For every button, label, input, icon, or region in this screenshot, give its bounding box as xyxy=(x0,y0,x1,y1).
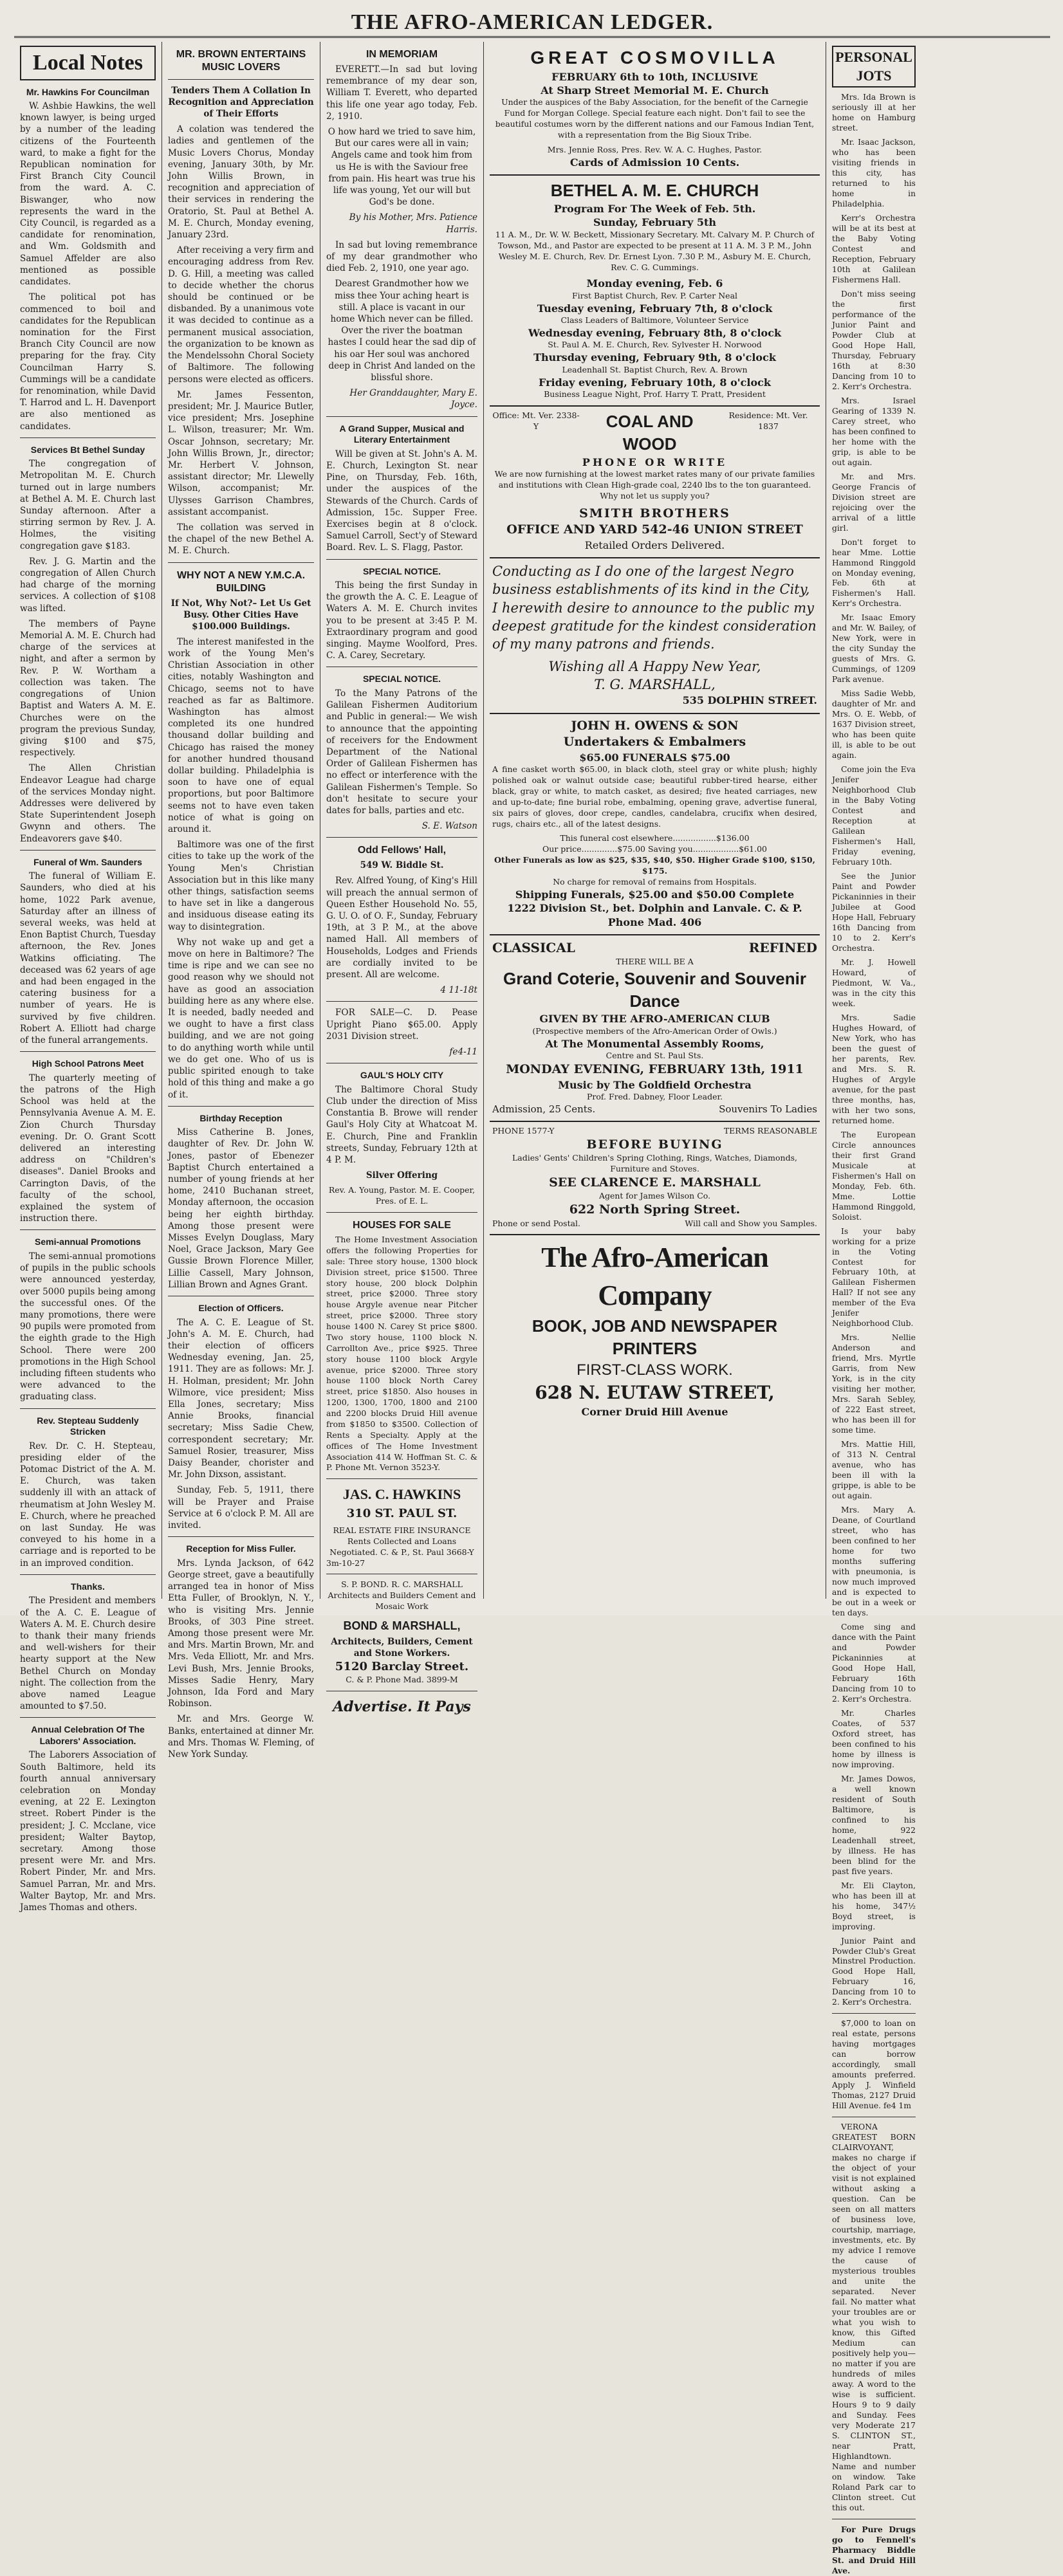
ad-body: A fine casket worth $65.00, in black cloth, steel gray or white plush; highly polished oak or walnut outside case; beautiful rubber-tired hearse, either black, gray or white, to match casket, as desired; five heated carriages, new and up-to-date; fine burial robe, embalming, opening grave, advertise funeral, six pairs of gloves, door crepe, candles, candelabra, crucifix when desired, rugs, chairs etc., all of the latest designs. xyxy=(492,764,817,829)
ad-body: REAL ESTATE FIRE INSURANCE Rents Collected and Loans Negotiated. C. & P., St. Paul 3668-Y xyxy=(329,1525,474,1557)
ad-body: Conducting as I do one of the largest Negro business establishments of its kind in the City, I herewith desire to announce to the public my deepest gratitude for the kindest consideration of my many patrons and friends. xyxy=(492,564,817,652)
column-music-lovers xyxy=(162,42,320,1760)
ad-title: BEFORE BUYING xyxy=(586,1137,723,1152)
personal-jot: Come sing and dance with the Paint and Powder Pickaninnies at Good Hope Hall, February 16th Dancing from 10 to 2. Kerr's Orchestra. xyxy=(832,1622,916,1704)
article-body: The members of Payne Memorial A. M. E. Church had charge of the services at night, and after a sermon by Rev. P. W. Wortham a collection was taken. The congregations of Union Baptist and Waters A. M. E. Churches were on the program the previous Sunday, giving $100 and $75, respectively. xyxy=(20,618,156,759)
ad-prospective: (Prospective members of the Afro-American Order of Owls.) xyxy=(532,1026,777,1036)
article-subhead: 549 W. Biddle St. xyxy=(360,860,444,871)
article-headline: Services Bt Bethel Sunday xyxy=(30,444,145,455)
personal-jot: Mr. and Mrs. George Francis of Division street are rejoicing over the arrival of a little girl. xyxy=(832,472,916,533)
article-body: The Laborers Association of South Baltimore, held its fourth annual anniversary celebration on Monday evening, at 22 E. Lexington street. Robert Pinder is the president; J. C. Mcclane, vice president; Walter Baytop, secretary. Among those present were Mr. and Mrs. Robert Pinder, Mr. and Mrs. Samuel Parran, Mr. and Mrs. Walter Baytop, Mr. and Mrs. James Thomas and others. xyxy=(20,1750,156,1913)
signature: S. E. Watson xyxy=(421,821,477,832)
article-headline: MR. BROWN ENTERTAINS MUSIC LOVERS xyxy=(176,49,306,73)
article-headline: Funeral of Wm. Saunders xyxy=(33,856,142,867)
ad-title: Grand Coterie, Souvenir and Souvenir Dance xyxy=(503,968,806,1011)
divider xyxy=(20,1051,156,1052)
divider xyxy=(326,416,477,417)
divider xyxy=(20,1717,156,1718)
program-day: Wednesday evening, February 8th, 8 o'clock xyxy=(528,327,782,340)
personal-jot: Mr. James Dowos, a well known resident of South Baltimore, is confined to his home, 922 Leadenhall street, by illness. He has been blind for the past five years. xyxy=(832,1774,916,1876)
column-advertisements xyxy=(484,42,826,1599)
ad-price: $65.00 FUNERALS $75.00 xyxy=(579,751,730,764)
article-body: Mr. James Fessenton, president; Mr. J. Maurice Butler, vice president; Mrs. Josephine L. Wilson, treasurer; Mr. Wm. Oscar Johnson, secretary; Mr. John Willis Brown, Jr., director; Mr. Herbert V. Johnson, assistant director; Mr. Llewelly Wilson, accompanist; Mr. Ulysses Garrison Chambres, assistant accompanist. xyxy=(168,389,314,517)
ad-names: S. P. BOND. R. C. MARSHALL xyxy=(341,1579,463,1590)
section-title: Local Notes xyxy=(20,46,156,80)
ad-signature: Mrs. Jennie Ross, Pres. Rev. W. A. C. Hughes, Pastor. xyxy=(547,144,763,154)
personal-jot: Mrs. Sadie Hughes Howard, of New York, who has been the guest of her parents, Rev. and Mrs. S. R. Hughes of Argyle avenue, for the past three months, has, with her two sons, returned home. xyxy=(832,1013,916,1125)
ad-label-left: CLASSICAL xyxy=(492,940,575,956)
divider xyxy=(168,562,314,563)
personal-jot: Is your baby working for a prize in the Voting Contest for February 10th, at Galilean Fishermen Hall? If not see any member of the Eva Jenifer Neighborhood Club. xyxy=(832,1226,916,1329)
signature: Rev. A. Young, Pastor. M. E. Cooper, Pres. of E. L. xyxy=(328,1185,476,1206)
personal-jot: Kerr's Orchestra will be at its best at the Baby Voting Contest and Reception, February 10th at Galilean Fishermens Hall. xyxy=(832,214,916,284)
ad-address: OFFICE AND YARD 542-46 UNION STREET xyxy=(506,522,803,537)
program-day: Sunday, February 5th xyxy=(593,216,716,229)
ad-owens-undertakers xyxy=(490,714,820,935)
ad-sub: PHONE OR WRITE xyxy=(582,455,728,468)
article-headline: High School Patrons Meet xyxy=(32,1058,144,1069)
ad-cost: This funeral cost elsewhere.................$136.00 xyxy=(560,833,750,843)
ad-header-row xyxy=(492,939,817,957)
article-headline: Birthday Reception xyxy=(199,1112,282,1123)
ad-sub: Program For The Week of Feb. 5th. xyxy=(553,203,756,216)
ad-code: fe4-11 xyxy=(449,1047,477,1058)
ad-body: Ladies' Gents' Children's Spring Clothing, Rings, Watches, Diamonds, Furniture and Stoves. xyxy=(512,1153,797,1174)
ad-header-row xyxy=(492,1126,817,1137)
article-headline: SPECIAL NOTICE. xyxy=(362,674,441,685)
article-headline: WHY NOT A NEW Y.M.C.A. BUILDING xyxy=(176,569,306,594)
ad-phone: C. & P. Phone Mad. 3899-M xyxy=(346,1675,458,1685)
ad-terms: TERMS REASONABLE xyxy=(723,1125,817,1136)
article-headline: Odd Fellows' Hall, xyxy=(357,845,447,856)
article-body: Rev. Alfred Young, of King's Hill will preach the annual sermon of Queen Esther Household No. 55, G. U. O. of O. F., Sunday, February 19th, at 3 P. M., at the above named Hall. All members of Households, Lodges and Friends are cordially invited to be present. All are welcome. xyxy=(326,876,477,980)
personal-jot: Junior Paint and Powder Club's Great Minstrel Production. Good Hope Hall, February 16, Dancing from 10 to 2. Kerr's Orchestra. xyxy=(832,1936,916,2007)
article-headline: Thanks. xyxy=(71,1581,105,1592)
divider xyxy=(20,1408,156,1409)
ad-wish: Wishing all A Happy New Year, xyxy=(548,658,761,674)
ad-shipping: Shipping Funerals, $25.00 and $50.00 Complete xyxy=(515,888,795,901)
divider xyxy=(326,559,477,560)
ad-music: Music by The Goldfield Orchestra xyxy=(558,1078,752,1091)
ad-corner: Corner Druid Hill Avenue xyxy=(581,1405,728,1418)
personal-jot: Mr. Charles Coates, of 537 Oxford street, has been confined to his home by illness is now improving. xyxy=(832,1708,916,1769)
ad-see: SEE CLARENCE E. MARSHALL xyxy=(549,1175,761,1190)
ad-dates: FEBRUARY 6th to 10th, INCLUSIVE xyxy=(551,70,758,83)
article-body: A colation was tendered the ladies and gentlemen of the Music Lovers Chorus, Monday evening, January 30th, by Mr. John Willis Brown, in recognition and appreciation of their services in rendering the Oratorio, St. Paul at Bethel A. M. E. Church, Monday evening, January 23rd. xyxy=(168,124,314,241)
article-headline: A Grand Supper, Musical and Literary Entertainment xyxy=(339,423,465,445)
program-day: Tuesday evening, February 7th, 8 o'clock xyxy=(537,302,773,315)
program-day: Monday evening, Feb. 6 xyxy=(586,277,723,290)
memorial-verse: O how hard we tried to save him, But our cares were all in vain; Angels came and took him from us He is with the Saviour free from pain. His heart was true his life was young, Yet our will but God's be done. xyxy=(328,127,476,208)
personal-jot: The European Circle announces their first Grand Musicale at Fishermen's Hall on Monday, Feb. 6th. Mme. Lottie Hammond Ringgold, Soloist. xyxy=(832,1130,916,1222)
ad-code: 3m-10-27 xyxy=(326,1558,365,1568)
classified-ad: For Pure Drugs go to Fennell's Pharmacy Biddle St. and Druid Hill Ave. xyxy=(832,2524,916,2575)
article-body: Mr. and Mrs. George W. Banks, entertained at dinner Mr. and Mrs. Thomas W. Fleming, of New York Sunday. xyxy=(168,1714,314,1760)
personal-jot: Come join the Eva Jenifer Neighborhood Club in the Baby Voting Contest and Reception at Galilean Fishermen's Hall, Friday evening, February 10th. xyxy=(832,765,916,867)
ad-street: Centre and St. Paul Sts. xyxy=(605,1051,704,1061)
ad-sub: BOOK, JOB AND NEWSPAPER PRINTERS xyxy=(532,1316,778,1359)
personal-jot: Mrs. Israel Gearing of 1339 N. Carey street, who has been confined to her home with the grip, is able to be out again. xyxy=(832,396,916,467)
article-headline: SPECIAL NOTICE. xyxy=(362,566,441,576)
personal-jot: Mr. Eli Clayton, who has been ill at his home, 347½ Boyd street, is improving. xyxy=(832,1881,916,1931)
personal-jot: Mr. J. Howell Howard, of Piedmont, W. Va., was in the city this week. xyxy=(832,957,916,1008)
divider xyxy=(326,1001,477,1002)
article-headline: Election of Officers. xyxy=(198,1303,284,1314)
classified-ad: VERONA GREATEST BORN CLAIRVOYANT, makes no charge if the object of your visit is not explained without asking a question. Can be seen on all matters of business love, courtship, marriage, investments, etc. By my advice I remove the cause of mysterious troubles and unite the separated. Never fail. No matter what your troubles are or what you wish to know, this Gifted Medium can positively help you—no matter if you are hundreds of miles away. A word to the wise is sufficient. Hours 9 to 9 daily and Sunday. Fees very Moderate 217 S. CLINTON ST., near Pratt, Highlandtown. Name and number on window. Take Roland Park car to Clinton street. Cut this out. xyxy=(832,2122,916,2512)
personal-jot: Don't miss seeing the first performance of the Junior Paint and Powder Club at Good Hope Hall, Thursday, February 16th at 8:30 Dancing from 10 to 2. Kerr's Orchestra. xyxy=(832,289,916,391)
program-detail: 11 A. M., Dr. W. W. Beckett, Missionary Secretary. Mt. Calvary M. P. Church of Towson, Md., and Pastor are expected to be present at 11 A. M. 3 P. M., John Wesley M. E. Church, Rev. Dr. Ernest Lyon. 7.30 P. M., Asbury M. E. Church, Rev. C. G. Cummings. xyxy=(495,229,815,272)
program-detail: St. Paul A. M. E. Church, Rev. Sylvester H. Norwood xyxy=(548,340,762,350)
article-body: The President and members of the A. C. E. League of Waters A. M. E. Church desire to thank their many friends and well-wishers for their hearty support at the New Bethel Church on Monday night. The collection from the above named League amounted to $7.50. xyxy=(20,1596,156,1712)
office-phone: Office: Mt. Ver. 2338-Y xyxy=(492,410,580,431)
ad-cards: Cards of Admission 10 Cents. xyxy=(569,156,740,169)
article-body: This being the first Sunday in the growth the A. C. E. League of Waters A. M. E. Church invites you to be present at 3:45 P. M. Extraordinary program and good singing. Mayme Woolford, Pres. C. A. Carey, Secretary. xyxy=(326,580,477,661)
article-body: The A. C. E. League of St. John's A. M. E. Church, had their election of officers Wednesday evening, Jan. 25, 1911. They are as follows: Mr. J. H. Holman, president; Mr. John Wilmore, vice president; Miss Ella Jones, secretary; Miss Annie Brooks, financial secretary; Miss Sadie Chew, correspondent secretary; Mr. Samuel Rosier, treasurer, Miss Daisy Beander, chorister and Mr. John Dixson, assistant. xyxy=(168,1317,314,1480)
article-body: EVERETT.—In sad but loving remembrance of my dear son, William T. Everett, who departed this life one year ago today, Feb. 2, 1910. xyxy=(326,64,477,122)
program-detail: Leadenhall St. Baptist Church, Rev. A. Brown xyxy=(562,364,748,374)
personal-jot: Miss Sadie Webb, daughter of Mr. and Mrs. O. E. Webb, of 1637 Division street, who has been quite ill, is able to be out again. xyxy=(832,689,916,760)
article-body: Why not wake up and get a move on here in Baltimore? The time is ripe and we can see no good reason why we should not have as good an association building here as any where else. It is needed, badly needed and we ought to have a first class building, and we are not going to do anything worth while until we do get one. Who of us is public spirited enough to take hold of this thing and make a go of it. xyxy=(168,937,314,1100)
article-subhead: If Not, Why Not?– Let Us Get Busy. Other Cities Have $100.000 Buildings. xyxy=(171,598,311,632)
personal-jot: Mrs. Nellie Anderson and friend, Mrs. Myrtle Garris, from New York, is in the city visiting her mother, Mrs. Sarah Sebley, of 222 East street, who has been ill for some time. xyxy=(832,1333,916,1435)
article-body: Baltimore was one of the first cities to take up the work of the Young Men's Christian Association but in this like many other things, satisfaction seems to have set in like a dangerous and insiduous disease eating its way to disintegration. xyxy=(168,840,314,932)
column-local-notes xyxy=(14,42,162,1913)
article-body: Rev. J. G. Martin and the congregation of Allen Church had charge of the morning services. A collection of $108 was lifted. xyxy=(20,556,156,614)
ad-address: 1222 Division St., bet. Dolphin and Lanvale. C. & P. Phone Mad. 406 xyxy=(507,902,802,928)
article-body: To the Many Patrons of the Galilean Fishermen Auditorium and Public in general:— We wish to announce that the appointing of receivers for the Endowment Department of the National Order of Galilean Fishermen has no effect or interference with the Galilean Fishermen's Temple. So don't hesitate to secure your dates for balls, parties and etc. xyxy=(326,688,477,816)
article-body: Rev. Dr. C. H. Stepteau, presiding elder of the Potomac District of the A. M. E. Church, was taken suddenly ill with an attack of rheumatism at John Wesley M. E. Church, where he preached on last Sunday. He was conveyed to his home in a carriage and is reported to be in an improved condition. xyxy=(20,1440,156,1569)
ad-other: Other Funerals as low as $25, $35, $40, $50. Higher Grade $100, $150, $175. xyxy=(494,855,815,876)
article-headline: Reception for Miss Fuller. xyxy=(186,1543,296,1554)
personal-jot: See the Junior Paint and Powder Pickaninnies in their Jubilee at Good Hope Hall, February 16th Dancing from 10 to 2. Kerr's Orchestra. xyxy=(832,872,916,953)
personal-jot: Mr. Isaac Jackson, who has been visiting friends in this city, has returned to his home in Philadelphia. xyxy=(832,138,916,209)
article-subhead: Tenders Them A Collation In Recognition and Appreciation of Their Efforts xyxy=(168,86,314,120)
article-headline: IN MEMORIAM xyxy=(365,49,438,60)
ad-ours: Our price..............$75.00 Saving you..................$61.00 xyxy=(542,844,767,854)
program-day: Friday evening, February 10th, 8 o'clock xyxy=(539,376,771,389)
ad-phone: PHONE 1577-Y xyxy=(492,1125,555,1136)
ad-body: Under the auspices of the Baby Association, for the benefit of the Carnegie Fund for Morgan College. Special feature each night. Don't fail to see the beautiful costumes worn by the different nations and our Famous Indian Tent, with a representation from the Big Sioux Tribe. xyxy=(495,97,815,140)
program-detail: Class Leaders of Baltimore, Volunteer Service xyxy=(560,315,749,326)
ad-title: JOHN H. OWENS & SON xyxy=(571,718,739,733)
divider xyxy=(20,850,156,851)
ad-given: GIVEN BY THE AFRO-AMERICAN CLUB xyxy=(539,1013,770,1026)
article-body: Sunday, Feb. 5, 1911, there will be Prayer and Praise Service at 6 o'clock P. M. All are invited. xyxy=(168,1485,314,1531)
ad-marshall-greeting xyxy=(490,558,820,714)
ad-sub: Undertakers & Embalmers xyxy=(563,735,746,750)
classified-ad: FOR SALE—C. D. Pease Upright Piano $65.00. Apply 2031 Division street. xyxy=(326,1007,477,1042)
article-body: The Home Investment Association offers the following Properties for sale: Three story house, 1300 block Division street, price $1500. Three story house, 200 block Dolphin street, price $2000. Three story house Argyle avenue near Pitcher street, price $2000. Three story house 1400 N. Carey St price $800. Two story house, 1100 block N. Carrollton Ave., price $925. Three story house 1100 block Argyle avenue, price $2000. Three story house 1100 block North Carey street, price $1850. Also houses in 1200, 1300, 1700, 1800 and 2100 and 2200 blocks Druid Hill avenue from $1850 to $3500. Collection of Rents a Specialty. Apply at the offices of The Home Investment Association 414 W. Hoffman St. C. & P. Phone Mt. Vernon 3523-Y. xyxy=(326,1235,477,1473)
divider xyxy=(168,79,314,80)
ad-footer-row xyxy=(492,1103,817,1116)
ad-address: 622 North Spring Street. xyxy=(569,1202,741,1217)
ad-header-row xyxy=(492,410,817,455)
masthead: THE AFRO-AMERICAN LEDGER. xyxy=(14,9,1050,38)
ad-there: THERE WILL BE A xyxy=(616,956,694,966)
article-body: In sad but loving remembrance of my dear grandmother who died Feb. 2, 1910, one year ago. xyxy=(326,239,477,274)
ad-footer-row xyxy=(492,1219,817,1229)
ad-title: JAS. C. HAWKINS xyxy=(342,1486,461,1503)
article-body: The quarterly meeting of the patrons of the High School was held at the Pennsylvania Avenue A. M. E. Zion Church Thursday evening. Dr. O. Grant Scott delivered an interesting address on "Children's diseases". Daniel Brooks and Carrington Davis, of the faculty of the school, explained the system of instruction there. xyxy=(20,1072,156,1224)
ad-label-right: REFINED xyxy=(748,940,817,956)
ad-title: BETHEL A. M. E. CHURCH xyxy=(550,181,759,201)
article-body: The semi-annual promotions of pupils in the public schools were announced yesterday, over 5000 pupils being among the successful ones. Of the many promotions, there were 90 pupils were promoted from the eighth grade to the High School. There were 200 promotions in the High School including fifteen students who were advanced to the graduating class. xyxy=(20,1251,156,1403)
divider xyxy=(326,1212,477,1213)
ad-footer-right: Will call and Show you Samples. xyxy=(685,1218,817,1228)
ad-company: SMITH BROTHERS xyxy=(579,506,730,520)
ad-address: 5120 Barclay Street. xyxy=(335,1659,469,1673)
ad-grand-coterie xyxy=(490,935,820,1122)
ad-address: 535 DOLPHIN STREET. xyxy=(682,694,817,707)
ad-address: 310 ST. PAUL ST. xyxy=(346,1506,458,1520)
divider xyxy=(20,1574,156,1575)
ad-title: The Afro-American Company xyxy=(541,1242,768,1312)
article-body: The collation was served in the chapel of the new Bethel A. M. E. Church. xyxy=(168,522,314,557)
ad-title: BOND & MARSHALL, xyxy=(343,1619,461,1633)
ad-sub: Architects and Builders Cement and Mosaic Work xyxy=(328,1590,476,1612)
ad-place: At Sharp Street Memorial M. E. Church xyxy=(541,84,769,97)
ad-before-buying xyxy=(490,1122,820,1235)
ad-place: At The Monumental Assembly Rooms, xyxy=(545,1037,764,1050)
personal-jot: Don't forget to hear Mme. Lottie Hammond Ringgold on Monday evening, Feb. 6th at Fishermen's Hall. Kerr's Orchestra. xyxy=(832,537,916,609)
article-body: W. Ashbie Hawkins, the well known lawyer, is being urged by a number of the leading citizens of the Fourteenth ward, to make a fight for the Republican nomination for First Branch City Council from the ward. A. C. Biswanger, who now represents the ward in the City Council, is regarded as a candidate for renomination, and Wm. Goldsmith and Samuel Affelder are also mentioned as possible candidates. xyxy=(20,101,156,288)
article-headline: Semi-annual Promotions xyxy=(35,1237,141,1247)
article-headline: Annual Celebration Of The Laborers' Association. xyxy=(31,1724,145,1746)
divider xyxy=(326,837,477,838)
ad-code: 4 11-18t xyxy=(440,985,477,996)
memorial-verse: Dearest Grandmother how we miss thee Your aching heart is still. A place is vacant in our home Which never can be filled. Over the river the boatman hastes I could hear the sad dip of his oar Her soul was anchored deep in Christ And landed on the blissful shore. xyxy=(328,279,476,383)
divider xyxy=(20,437,156,438)
divider xyxy=(168,1536,314,1537)
ad-cosmovilla xyxy=(490,42,820,176)
article-subhead: Silver Offering xyxy=(365,1170,438,1181)
columns xyxy=(14,42,1050,2575)
ad-body: We are now furnishing at the lowest market rates many of our private families and institutions with Clean High-grade coal, 2240 lbs to the ton guaranteed. Why not let us supply you? xyxy=(494,469,815,501)
article-body: The political pot has commenced to boil and candidates for the Republican nomination for the First Branch City Council are now preparing for the fray. City Councilman Harry S. Cummings will be a candidate for renomination, while David T. Harrod and L. H. Davenport are also mentioned as candidates. xyxy=(20,292,156,432)
ad-footer-left: Phone or send Postal. xyxy=(492,1218,581,1228)
article-body: The interest manifested in the work of the Young Men's Christian Association in other cities, notably Washington and Chicago, seems not to have reached as far as Baltimore. Washington has almost completed its one hundred thousand dollar building and Chicago has raised the money for another hundred thousand dollar building. Philadelphia is soon to have one of equal proportions, but poor Baltimore seems not to have even taken notice of what is going on around it. xyxy=(168,636,314,835)
ad-address: 628 N. EUTAW STREET, xyxy=(535,1382,775,1404)
footer-slogan: Advertise. It Pays xyxy=(333,1698,471,1715)
ad-date: MONDAY EVENING, FEBRUARY 13th, 1911 xyxy=(506,1062,804,1077)
program-detail: Business League Night, Prof. Harry T. Pratt, President xyxy=(544,389,766,400)
personal-jot: Mr. Isaac Emory and Mr. W. Bailey, of New York, were in the city Sunday the guests of Mrs. G. Cummings, of 1209 Park avenue. xyxy=(832,613,916,685)
article-body: Will be given at St. John's A. M. E. Church, Lexington St. near Pine, on Thursday, Feb. 16th, under the auspices of the Stewards of the Church. Cards of Admission, 15c. Supper Free. Exercises begin at 8 o'clock. Samuel Carroll, Sect'y of Steward Board. Rev. L. S. Flagg, Pastor. xyxy=(326,448,477,553)
ad-name: T. G. MARSHALL, xyxy=(594,677,716,693)
ad-floor-leader: Prof. Fred. Dabney, Floor Leader. xyxy=(586,1092,723,1101)
ad-note: No charge for removal of remains from Hospitals. xyxy=(553,876,757,887)
classified-ad: $7,000 to loan on real estate, persons having mortgages can borrow accordingly, small amounts preferred. Apply J. Winfield Thomas, 2127 Druid Hill Avenue. fe4 1m xyxy=(832,2019,916,2111)
article-body: After receiving a very firm and encouraging address from Rev. D. G. Hill, a meeting was called to decide whether the chorus should be continued or be disbanded. By a unanimous vote it was decided to continue as a permanent musical association, the organization to be known as the Mendelssohn Choral Society of Baltimore. The following persons were elected as officers. xyxy=(168,245,314,385)
article-body: The Allen Christian Endeavor League had charge of the services Monday night. Addresses were delivered by State Superintendent Joseph Gwynn and others. The Endeavorers gave $40. xyxy=(20,763,156,844)
ad-footer: Retailed Orders Delivered. xyxy=(584,538,725,551)
section-title: PERSONAL JOTS xyxy=(832,46,916,87)
personal-jot: Mrs. Ida Brown is seriously ill at her home on Hamburg street. xyxy=(832,93,916,133)
ad-souvenirs: Souvenirs To Ladies xyxy=(719,1103,817,1115)
ad-title: COAL AND WOOD xyxy=(605,411,694,454)
article-body: The congregation of Metropolitan M. E. Church turned out in large numbers at Bethel A. M. E. Church last Sunday afternoon. After a stirring sermon by Rev. J. A. Holmes, the visiting congregation gave $183. xyxy=(20,459,156,551)
divider xyxy=(326,1478,477,1479)
column-personal-jots xyxy=(826,42,921,2575)
ad-body: Architects, Builders, Cement and Stone Workers. xyxy=(331,1636,473,1659)
ad-coal-wood xyxy=(490,407,820,558)
ad-title: GREAT COSMOVILLA xyxy=(530,48,779,68)
article-headline: GAUL'S HOLY CITY xyxy=(360,1070,444,1081)
signature: Her Granddaughter, Mary E. Joyce. xyxy=(349,388,477,410)
column-memoriam xyxy=(320,42,484,1715)
article-body: Miss Catherine B. Jones, daughter of Rev. Dr. John W. Jones, pastor of Ebenezer Baptist Church entertained a number of young friends at her home, 2410 Buchanan street, Monday afternoon, the occasion being her eighth birthday. Among those present were Misses Evelyn Douglass, Mary Noel, Grace Jackson, Mary Gee Gussie Brown Florence Miller, Lillie Cassell, Mary Johnson, Lillian Brown and Agnes Grant. xyxy=(168,1127,314,1290)
article-headline: Mr. Hawkins For Councilman xyxy=(26,86,150,97)
ad-work: FIRST-CLASS WORK. xyxy=(577,1361,733,1379)
personal-jot: Mrs. Mattie Hill, of 313 N. Central avenue, who has been ill with la grippe, is able to be out again. xyxy=(832,1440,916,1501)
article-body: The funeral of William E. Saunders, who died at his home, 1022 Park avenue, Saturday after an illness of several weeks, was held at Enon Baptist Church, Tuesday afternoon, the Rev. Jones Watkins officiating. The deceased was 62 years of age and had been engaged in the catering business for a number of years. He is survived by five children. Robert A. Elliott had charge of the funeral arrangements. xyxy=(20,871,156,1046)
ad-admission: Admission, 25 Cents. xyxy=(492,1103,596,1115)
ad-bethel-program xyxy=(490,176,820,407)
divider xyxy=(168,1106,314,1107)
article-headline: Rev. Stepteau Suddenly Stricken xyxy=(37,1415,139,1437)
program-day: Thursday evening, February 9th, 8 o'clock xyxy=(533,351,776,364)
residence-phone: Residence: Mt. Ver. 1837 xyxy=(728,410,808,431)
article-headline: HOUSES FOR SALE xyxy=(353,1220,451,1231)
article-body: The Baltimore Choral Study Club under the direction of Miss Constantia B. Browe will render Gaul's Holy City at Whatcoat M. E. Church, Pine and Franklin streets, Sunday, February 12th at 4 P. M. xyxy=(326,1084,477,1166)
personal-jot: Mrs. Mary A. Deane, of Courtland street, who has been confined to her home for two months suffering with pneumonia, is now much improved and is expected to be out in a week or ten days. xyxy=(832,1505,916,1617)
program-detail: First Baptist Church, Rev. P. Carter Neal xyxy=(571,290,738,300)
ad-afro-american-company xyxy=(490,1235,820,1424)
divider xyxy=(20,1229,156,1230)
divider xyxy=(832,2013,916,2014)
ad-agent: Agent for James Wilson Co. xyxy=(598,1191,711,1201)
signature: By his Mother, Mrs. Patience Harris. xyxy=(349,212,477,235)
article-body: Mrs. Lynda Jackson, of 642 George street, gave a beautifully arranged tea in honor of Miss Etta Fuller, of Brooklyn, N. Y., who is visiting Mrs. Jennie Brooks, of 303 Pine street. Among those present were Mr. and Mrs. Martin Brown, Mr. and Mrs. Veda Elliott, Mr. and Mrs. Levi Bush, Mrs. Jennie Brooks, Misses Sadie Henry, Mary Johnson, Ida Ford and Mary Robinson. xyxy=(168,1558,314,1709)
